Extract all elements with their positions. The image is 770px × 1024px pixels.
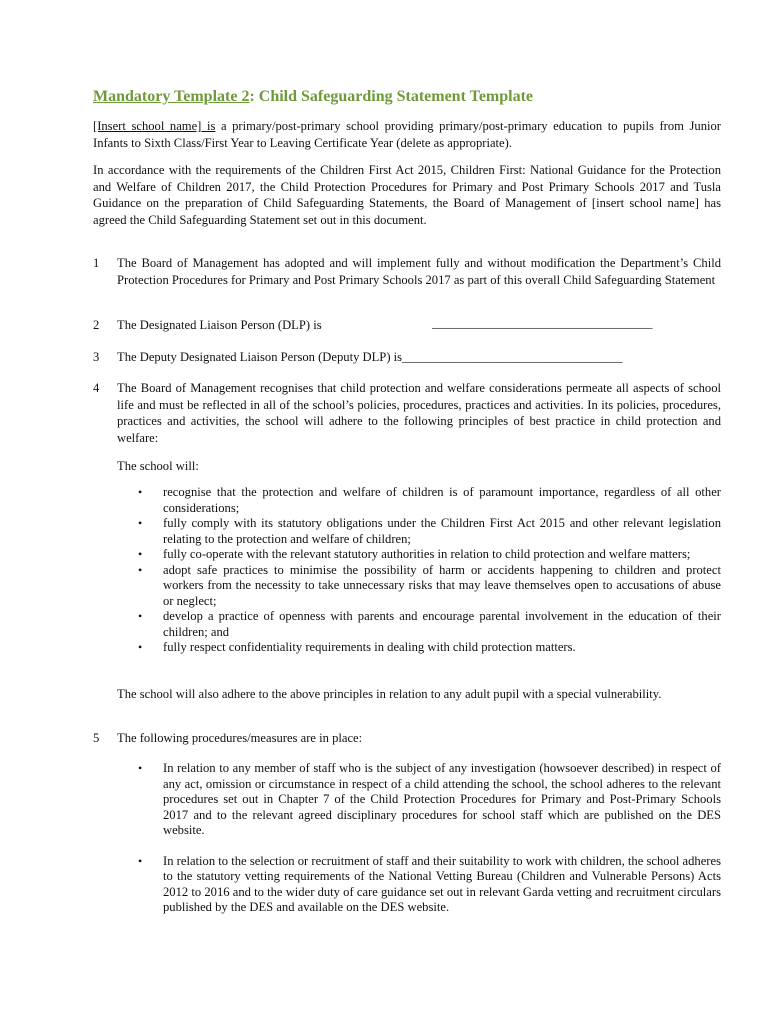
item-1-text: The Board of Management has adopted and will implement fully and without modification the Department’s Child Protection Procedures for Primary and Post Primary Schools 2017 as part of this overall Child Safeguarding Statement <box>117 256 721 287</box>
bullet-icon: • <box>138 562 143 577</box>
bullet-icon: • <box>138 640 143 654</box>
bullet-icon: • <box>138 853 143 868</box>
school-name-placeholder: [Insert school name] is <box>93 119 216 133</box>
item-5-number: 5 <box>93 731 100 745</box>
item-2-number: 2 <box>93 318 100 332</box>
accordance-paragraph: In accordance with the requirements of the Children First Act 2015, Children First: National Guidance for the Protection and Welfare of Children 2017, the Child Protection Procedures for Primary and Post Primary Schools 2017 and Tusla Guidance on the preparation of Child Safeguarding Statements, the Board of Management of [insert school name] has agreed the Child Safeguarding Statement set out in this document. <box>93 163 721 227</box>
bullet-icon: • <box>138 516 143 530</box>
page-title <box>93 88 533 106</box>
bullet-icon: • <box>138 547 143 561</box>
principles-list <box>117 485 721 656</box>
school-will-label: The school will: <box>117 459 199 473</box>
item-4-text: The Board of Management recognises that child protection and welfare considerations permeate all aspects of school life and must be reflected in all of the school’s policies, procedures, practices and activities. In its policies, procedures, practices and activities, the school will adhere to the following principles of best practice in child protection and welfare: <box>117 381 721 445</box>
title-prefix: Mandatory Template 2 <box>93 88 250 105</box>
bullet-icon: • <box>138 485 143 499</box>
list-item: • In relation to the selection or recruitment of staff and their suitability to work with children, the school adheres to the statutory vetting requirements of the National Vetting Bureau (Children and Vulnerable Persons) Acts 2012 to 2016 and to the wider duty of care guidance set out in relevant Garda vetting and recruitment circulars published by the DES and available on the DES website. <box>138 853 721 914</box>
item-3-number: 3 <box>93 350 100 364</box>
list-item: • fully co-operate with the relevant statutory authorities in relation to child protection and welfare matters; <box>138 547 691 561</box>
intro-text: a primary/post-primary school providing primary/post-primary education to pupils from Junior Infants to Sixth Class/First Year to Leaving Certificate Year (delete as appropriate). <box>93 119 721 150</box>
list-item: • fully respect confidentiality requirements in dealing with child protection matters. <box>138 640 576 654</box>
title-suffix: : Child Safeguarding Statement Template <box>249 88 534 105</box>
list-item: • In relation to any member of staff who is the subject of any investigation (howsoever described) in respect of any act, omission or circumstance in respect of a child attending the school, the school adheres to the relevant procedures set out in Chapter 7 of the Child Protection Procedures for Primary and Post-Primary Schools 2017 and to the relevant agreed disciplinary procedures for school staff which are published on the DES website. <box>138 761 721 837</box>
intro-paragraph <box>93 118 721 151</box>
item-5-text: The following procedures/measures are in place: <box>117 731 363 745</box>
procedures-list <box>117 761 721 931</box>
adult-pupil-paragraph: The school will also adhere to the above principles in relation to any adult pupil with a special vulnerability. <box>117 687 662 701</box>
list-item: • fully comply with its statutory obligations under the Children First Act 2015 and other relevant legislation relating to the protection and welfare of children; <box>138 516 721 546</box>
list-item: • develop a practice of openness with parents and encourage parental involvement in the education of their children; and <box>138 609 721 639</box>
list-item: • recognise that the protection and welfare of children is of paramount importance, regardless of all other considerations; <box>138 485 721 515</box>
item-3-text: The Deputy Designated Liaison Person (Deputy DLP) is___________________________________ <box>117 350 623 364</box>
bullet-icon: • <box>138 761 143 775</box>
bullet-icon: • <box>138 609 143 623</box>
item-2-text: The Designated Liaison Person (DLP) is <box>117 318 322 332</box>
item-1-number: 1 <box>93 256 100 270</box>
item-4-number: 4 <box>93 381 100 395</box>
dlp-blank-line: ___________________________________ <box>432 316 653 330</box>
list-item: • adopt safe practices to minimise the possibility of harm or accidents happening to children and protect workers from the necessity to take unnecessary risks that may leave themselves open to accusations of abuse or neglect; <box>138 562 721 608</box>
